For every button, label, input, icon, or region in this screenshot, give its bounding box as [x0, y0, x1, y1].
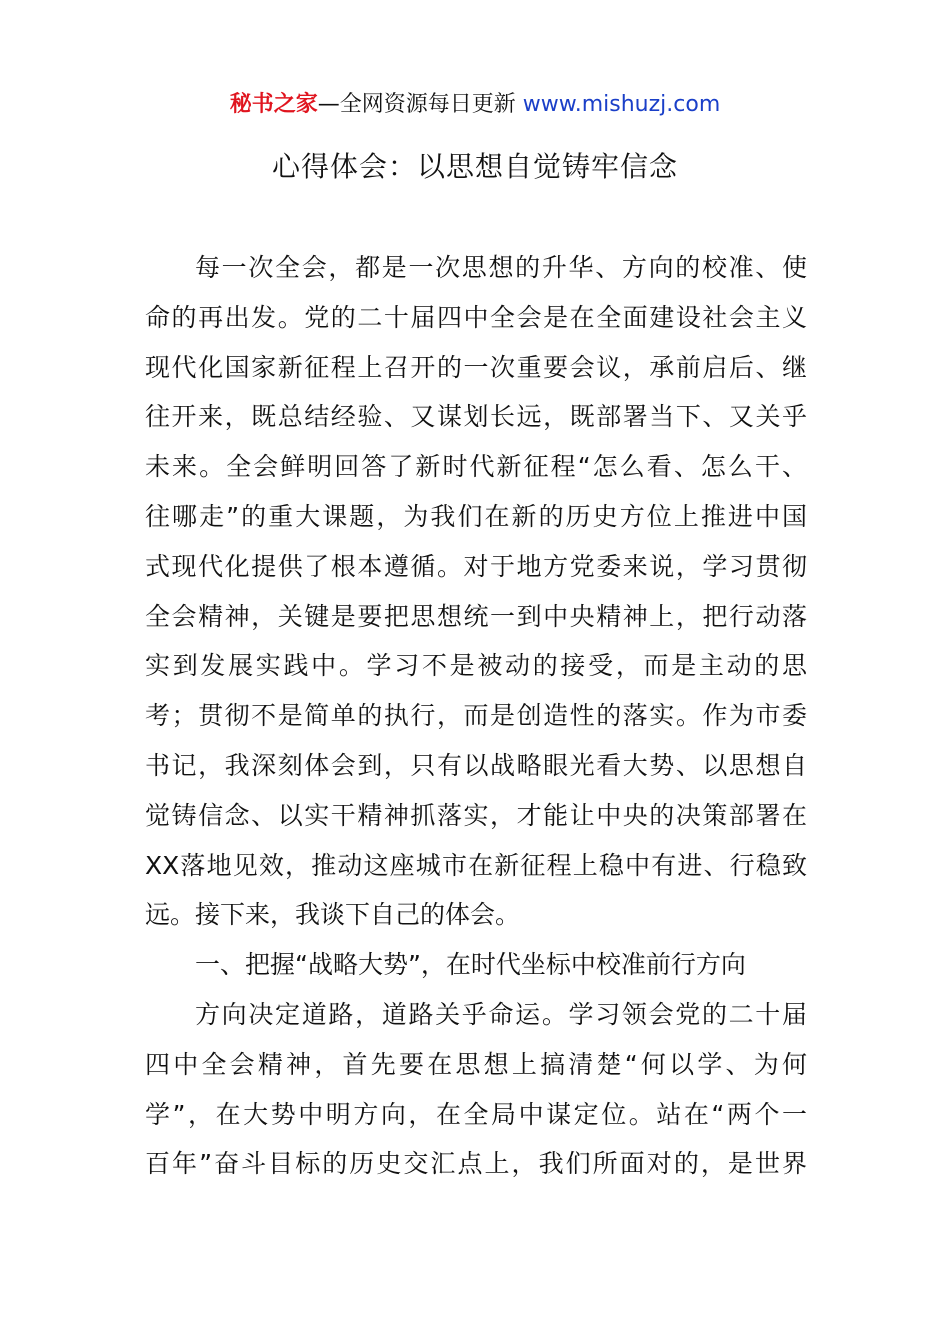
paragraph-line: 式现代化提供了根本遵循。对于地方党委来说，学习贯彻	[145, 551, 807, 581]
paragraph-line: 书记，我深刻体会到，只有以战略眼光看大势、以思想自	[145, 750, 807, 780]
paragraph-line: 远。接下来，我谈下自己的体会。	[145, 900, 521, 930]
site-tagline: —全网资源每日更新	[317, 92, 516, 117]
paragraph-line: 全会精神，关键是要把思想统一到中央精神上，把行动落	[145, 601, 807, 631]
document-title: 心得体会：以思想自觉铸牢信念	[271, 150, 678, 183]
paragraph-line: 方向决定道路，道路关乎命运。学习领会党的二十届	[195, 999, 807, 1029]
paragraph-line: 往哪走”的重大课题，为我们在新的历史方位上推进中国	[145, 501, 807, 531]
paragraph-line: 命的再出发。党的二十届四中全会是在全面建设社会主义	[145, 302, 807, 332]
section-heading: 一、把握“战略大势”，在时代坐标中校准前行方向	[195, 950, 746, 980]
paragraph-line: 现代化国家新征程上召开的一次重要会议，承前启后、继	[145, 352, 807, 382]
paragraph-line: XX落地见效，推动这座城市在新征程上稳中有进、行稳致	[145, 850, 807, 880]
paragraph-line: 往开来，既总结经验、又谋划长远，既部署当下、又关乎	[145, 402, 807, 432]
document-body	[145, 243, 807, 1189]
paragraph-line: 每一次全会，都是一次思想的升华、方向的校准、使	[195, 253, 807, 282]
paragraph-line: 四中全会精神，首先要在思想上搞清楚“何以学、为何	[145, 1049, 807, 1079]
paragraph-line: 未来。全会鲜明回答了新时代新征程“怎么看、怎么干、	[145, 452, 807, 482]
paragraph-line: 学”，在大势中明方向，在全局中谋定位。站在“两个一	[145, 1099, 807, 1129]
site-header	[0, 88, 950, 122]
brand-name: 秘书之家	[229, 92, 318, 117]
paragraph-line: 觉铸信念、以实干精神抓落实，才能让中央的决策部署在	[145, 800, 807, 830]
paragraph-line: 考；贯彻不是简单的执行，而是创造性的落实。作为市委	[145, 701, 807, 731]
paragraph-line: 实到发展实践中。学习不是被动的接受，而是主动的思	[145, 651, 807, 681]
site-url-link[interactable]: www.mishuzj.com	[522, 92, 721, 117]
paragraph-line: 百年”奋斗目标的历史交汇点上，我们所面对的，是世界	[145, 1149, 807, 1179]
